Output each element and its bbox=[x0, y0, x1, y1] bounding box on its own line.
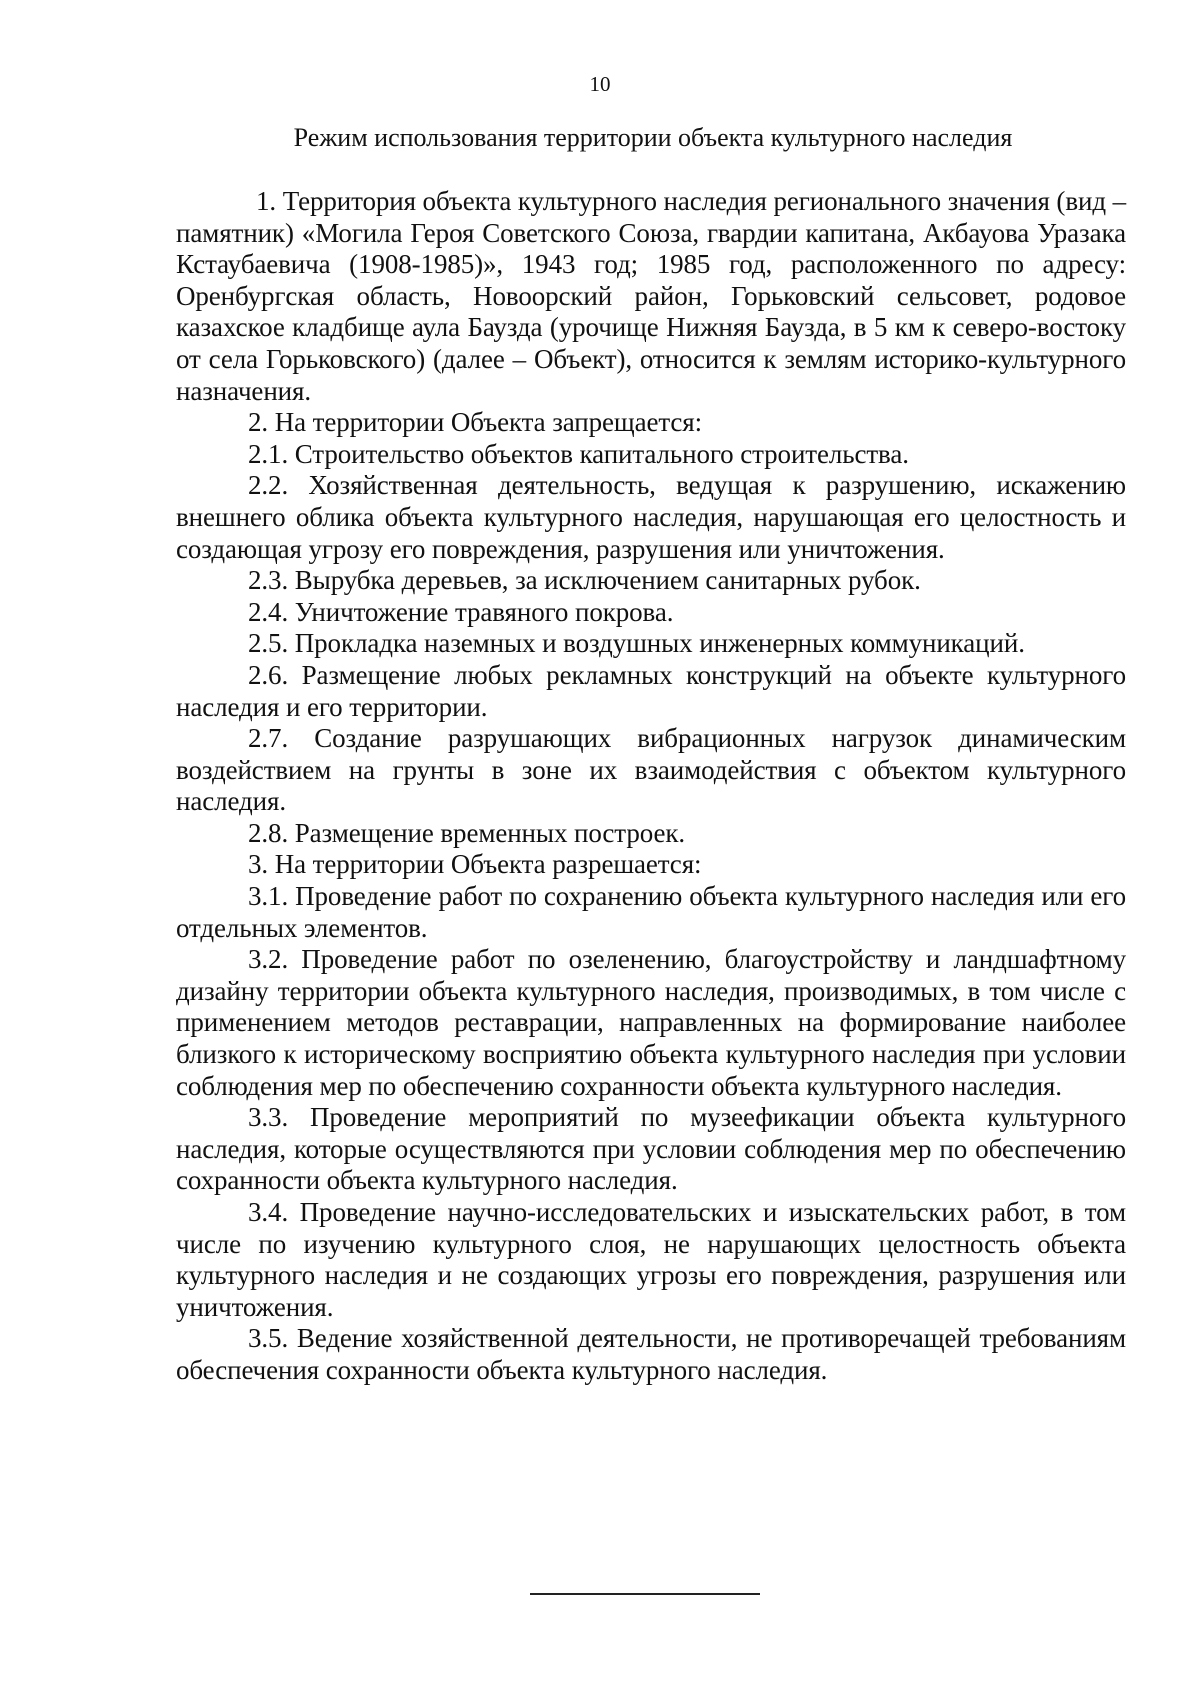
paragraph-2-5: 2.5. Прокладка наземных и воздушных инженерных коммуникаций. bbox=[248, 628, 1025, 659]
paragraph-3: 3. На территории Объекта разрешается: bbox=[248, 849, 702, 880]
paragraph-2: 2. На территории Объекта запрещается: bbox=[248, 407, 703, 438]
document-body bbox=[176, 186, 1126, 1387]
paragraph-2-6: 2.6. Размещение любых рекламных конструкций на объекте культурного наследия и его территории. bbox=[176, 659, 1126, 722]
page-number: 10 bbox=[589, 72, 611, 96]
paragraph-3-3: 3.3. Проведение мероприятий по музеефикации объекта культурного наследия, которые осуществляются при условии соблюдения мер по обеспечению сохранности объекта культурного наследия. bbox=[176, 1102, 1126, 1196]
paragraph-3-4: 3.4. Проведение научно-исследовательских и изыскательских работ, в том числе по изучению культурного слоя, не нарушающих целостность объекта культурного наследия и не создающих угрозы его повреждения, разрушения или уничтожения. bbox=[176, 1197, 1126, 1322]
paragraph-3-5: 3.5. Ведение хозяйственной деятельности, не противоречащей требованиям обеспечения сохранности объекта культурного наследия. bbox=[176, 1323, 1126, 1385]
paragraph-1: 1. Территория объекта культурного наследия регионального значения (вид – памятник) «Могила Героя Советского Союза, гвардии капитана, Акбауова Уразака Кстаубаевича (1908-1985)», 1943 год; 1985 год, расположенного по адресу: Оренбургская область, Новоорский район, Горьковский сельсовет, родовое казахское кладбище аула Баузда (урочище Нижняя Баузда, в 5 км к северо-востоку от села Горьковского) (далее – Объект), относится к землям историко-культурного назначения. bbox=[176, 186, 1127, 406]
paragraph-3-1: 3.1. Проведение работ по сохранению объекта культурного наследия или его отдельных элементов. bbox=[176, 881, 1126, 943]
paragraph-2-8: 2.8. Размещение временных построек. bbox=[248, 817, 686, 848]
paragraph-2-1: 2.1. Строительство объектов капитального строительства. bbox=[248, 438, 909, 469]
paragraph-2-2: 2.2. Хозяйственная деятельность, ведущая к разрушению, искажению внешнего облика объекта культурного наследия, нарушающая его целостность и создающая угрозу его повреждения, разрушения или уничтожения. bbox=[176, 470, 1126, 564]
document-heading: Режим использования территории объекта культурного наследия bbox=[293, 123, 1013, 152]
paragraph-2-4: 2.4. Уничтожение травяного покрова. bbox=[248, 596, 674, 627]
paragraph-2-3: 2.3. Вырубка деревьев, за исключением санитарных рубок. bbox=[248, 565, 921, 596]
paragraph-2-7: 2.7. Создание разрушающих вибрационных нагрузок динамическим воздействием на грунты в зоне их взаимодействия с объектом культурного наследия. bbox=[176, 723, 1126, 817]
closing-rule-divider bbox=[530, 1593, 760, 1595]
paragraph-3-2: 3.2. Проведение работ по озеленению, благоустройству и ландшафтному дизайну территории объекта культурного наследия, производимых, в том числе с применением методов реставрации, направленных на формирование наиболее близкого к историческому восприятию объекта культурного наследия при условии соблюдения мер по обеспечению сохранности объекта культурного наследия. bbox=[176, 944, 1126, 1101]
